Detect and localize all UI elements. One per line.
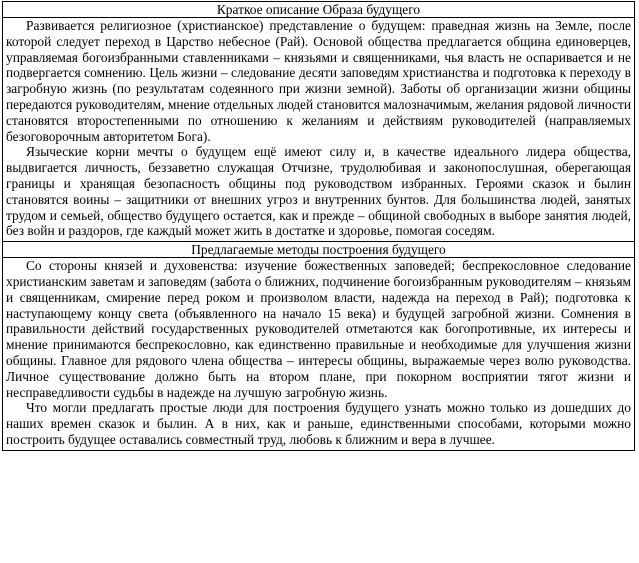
section-2-paragraph-2: Что могли предлагать простые люди для построения будущего узнать можно только из дошедших до наших времен сказок и былин. А в них, как и раньше, единственными способами, которыми можно построить будущее оставались совместный труд, любовь к ближним и вера в лучшее.: [6, 400, 631, 447]
document-table: [2, 1, 635, 451]
section-1-body: [3, 18, 635, 242]
table-row: [3, 258, 635, 451]
section-2-heading: Предлагаемые методы построения будущего: [3, 242, 635, 258]
section-1-heading: Краткое описание Образа будущего: [3, 2, 635, 18]
section-2-paragraph-1: Со стороны князей и духовенства: изучение божественных заповедей; беспрекословное следование христианским заветам и заповедям (забота о ближних, подчинение богоизбранным руководителям – князьям и священникам, смирение перед роком и произволом власти, надежда на переход в Рай); подготовка к наступающему концу света (объявленного на начало 15 века) и будущей загробной жизни. Сомнения в правильности действий государственных руководителей отметаются как богопротивные, их интересы и мнение принимаются беспрекословно, как единственно правильные и необходимые для улучшения жизни общины. Главное для рядового члена общества – интересы общины, выражаемые через волю руководства. Личное существование должно быть на втором плане, при покорном восприятии тягот жизни и несправедливости судьбы в надежде на лучшую загробную жизнь.: [6, 258, 631, 400]
table-row: [3, 18, 635, 242]
table-row: [3, 242, 635, 258]
section-2-body: [3, 258, 635, 451]
table-row: [3, 2, 635, 18]
section-1-paragraph-1: Развивается религиозное (христианское) представление о будущем: праведная жизнь на Земле, после которой следует переход в Царство небесное (Рай). Основой общества предлагается община единоверцев, управляемая богоизбранными ставленниками – князьями и священниками, чья власть не оспаривается и не подвергается сомнению. Цель жизни – следование десяти заповедям христианства и подготовка к переходу в загробную жизнь (по результатам содеянного при жизни земной). Заботы об организации жизни общины передаются руководителям, мнение отдельных людей становится малозначимым, желания рядовой личности становятся второстепенными по отношению к желаниям и действиям руководителей (направляемых безоговорочным авторитетом Бога).: [6, 18, 631, 144]
section-1-paragraph-2: Языческие корни мечты о будущем ещё имеют силу и, в качестве идеального лидера общества, выдвигается личность, беззаветно служащая Отчизне, трудолюбивая и законопослушная, оберегающая границы и хранящая безопасность общины под руководством избранных. Героями сказок и былин становятся воины – защитники от внешних угроз и внутренних бунтов. Для большинства людей, занятых трудом и семьей, общество будущего остается, как и прежде – общиной свободных в выборе занятия людей, без войн и раздоров, где каждый может жить в достатке и здоровье, помогая соседям.: [6, 144, 631, 239]
